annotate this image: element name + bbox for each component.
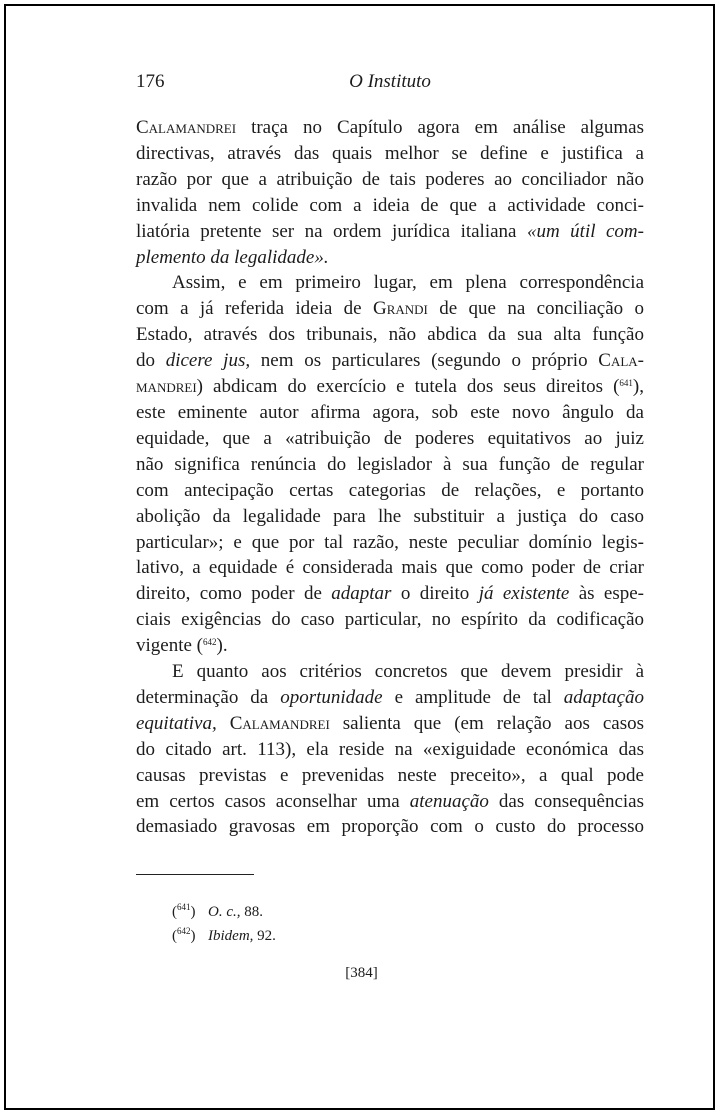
footnote-page: 88.: [240, 904, 263, 920]
text-run: ): [190, 904, 196, 920]
footnote-ref-641[interactable]: 641: [619, 378, 633, 389]
page-number: 176: [136, 71, 165, 92]
paragraph-line: [136, 789, 644, 815]
author-name: Cala-: [598, 350, 644, 372]
paragraph-line: [136, 245, 644, 271]
footnote-page: 92.: [253, 928, 276, 944]
footnote-642: [172, 924, 276, 948]
text-run: com a já referida ideia de: [136, 298, 373, 320]
paragraph-line: [136, 685, 644, 711]
footnotes: [172, 900, 276, 948]
footnote-divider: [136, 874, 254, 875]
text-run: vigente (: [136, 635, 204, 657]
paragraph-line: demasiado gravosas em proporção com o custo do processo: [136, 816, 644, 838]
footnote-number: 642: [177, 926, 191, 936]
italic-quote: plemento da legalidade».: [136, 246, 329, 268]
italic-term: dicere jus,: [165, 350, 251, 372]
paragraph-line: directivas, através das quais melhor se define e justifica a: [136, 142, 644, 164]
italic-term: equitativa,: [136, 712, 217, 734]
italic-term: adaptação: [563, 686, 644, 708]
paragraph-line: causas previstas e prevenidas neste preceito», a qual pode: [136, 764, 644, 786]
text-run: ): [190, 928, 196, 944]
text-run: salienta que (em relação aos casos: [329, 712, 644, 734]
italic-term: atenuação: [409, 790, 489, 812]
paragraph-line: [136, 219, 644, 245]
paragraph-line: particular»; e que por tal razão, neste peculiar domínio legis-: [136, 531, 644, 553]
page-header: [136, 71, 644, 97]
text-run: direito, como poder de: [136, 583, 332, 605]
paragraph-line: [136, 348, 644, 374]
footnote-mark: [172, 924, 208, 948]
footnote-citation: Ibidem,: [208, 928, 254, 944]
folio-number: [384]: [345, 965, 378, 981]
text-run: ) abdicam do exercício e tutela dos seus direitos (: [196, 376, 620, 398]
italic-term: oportunidade: [280, 686, 383, 708]
running-title: O Instituto: [349, 71, 431, 92]
paragraph-line: [136, 581, 644, 607]
text-run: às espe-: [569, 583, 644, 605]
paragraph-line: este eminente autor afirma agora, sob este novo ângulo da: [136, 401, 644, 423]
paragraph-line: Estado, através dos tribunais, não abdica da sua alta função: [136, 324, 644, 346]
paragraph-line: E quanto aos critérios concretos que devem presidir à: [172, 661, 644, 683]
paragraph-line: lativo, a equidade é considerada mais que como poder de criar: [136, 557, 644, 579]
text-run: do: [136, 350, 166, 372]
paragraph-line: abolição da legalidade para lhe substituir a justiça do caso: [136, 505, 644, 527]
footnote-citation: O. c.,: [208, 904, 241, 920]
author-name: Calamandrei: [136, 117, 237, 138]
italic-term: adaptar: [331, 583, 392, 605]
paragraph-line: [136, 711, 644, 737]
text-run: e amplitude de tal: [382, 686, 564, 708]
text-run: liatória pretente ser na ordem jurídica italiana: [136, 220, 527, 242]
paragraph-line: não significa renúncia do legislador à sua função de regular: [136, 453, 644, 475]
italic-term: já existente: [478, 583, 570, 605]
author-name: Grandi: [372, 298, 428, 320]
paragraph-line: ciais exigências do caso particular, no espírito da codificação: [136, 609, 644, 631]
footnote-ref-642[interactable]: 642: [203, 637, 217, 648]
paragraph-line: Assim, e em primeiro lugar, em plena correspondência: [172, 272, 644, 294]
text-run: o direito: [391, 583, 479, 605]
paragraph-line: equidade, que a «atribuição de poderes equitativos ao juiz: [136, 427, 644, 449]
paragraph-line: [136, 296, 644, 322]
text-run: das consequências: [488, 790, 644, 812]
text-run: traça no Capítulo agora em análise algumas: [236, 117, 644, 138]
text-run: ).: [216, 635, 228, 657]
paragraph-line: invalida nem colide com a ideia de que a actividade conci-: [136, 194, 644, 216]
paragraph-line: razão por que a atribuição de tais poderes ao conciliador não: [136, 168, 644, 190]
text-run: [217, 713, 230, 734]
text-run: (: [172, 904, 177, 920]
paragraph-line: [136, 115, 644, 141]
paragraph-line: do citado art. 113), ela reside na «exiguidade económica das: [136, 738, 644, 760]
author-name: Calamandrei: [229, 712, 330, 734]
footnote-number: 641: [177, 902, 191, 912]
footnote-mark: [172, 900, 208, 924]
text-run: nem os particulares (segundo o próprio: [250, 350, 599, 372]
italic-quote: «um útil com-: [526, 220, 644, 242]
text-run: ),: [632, 376, 644, 398]
body-text: [136, 115, 644, 840]
text-run: (: [172, 928, 177, 944]
paragraph-line: [136, 633, 644, 659]
footnote-641: [172, 900, 276, 924]
text-run: de que na conciliação o: [427, 298, 644, 320]
paragraph-line: [136, 374, 644, 400]
paragraph-line: com antecipação certas categorias de relações, e portanto: [136, 479, 644, 501]
author-name: mandrei: [136, 376, 197, 398]
text-run: em certos casos aconselhar uma: [136, 790, 410, 812]
text-run: determinação da: [136, 686, 281, 708]
